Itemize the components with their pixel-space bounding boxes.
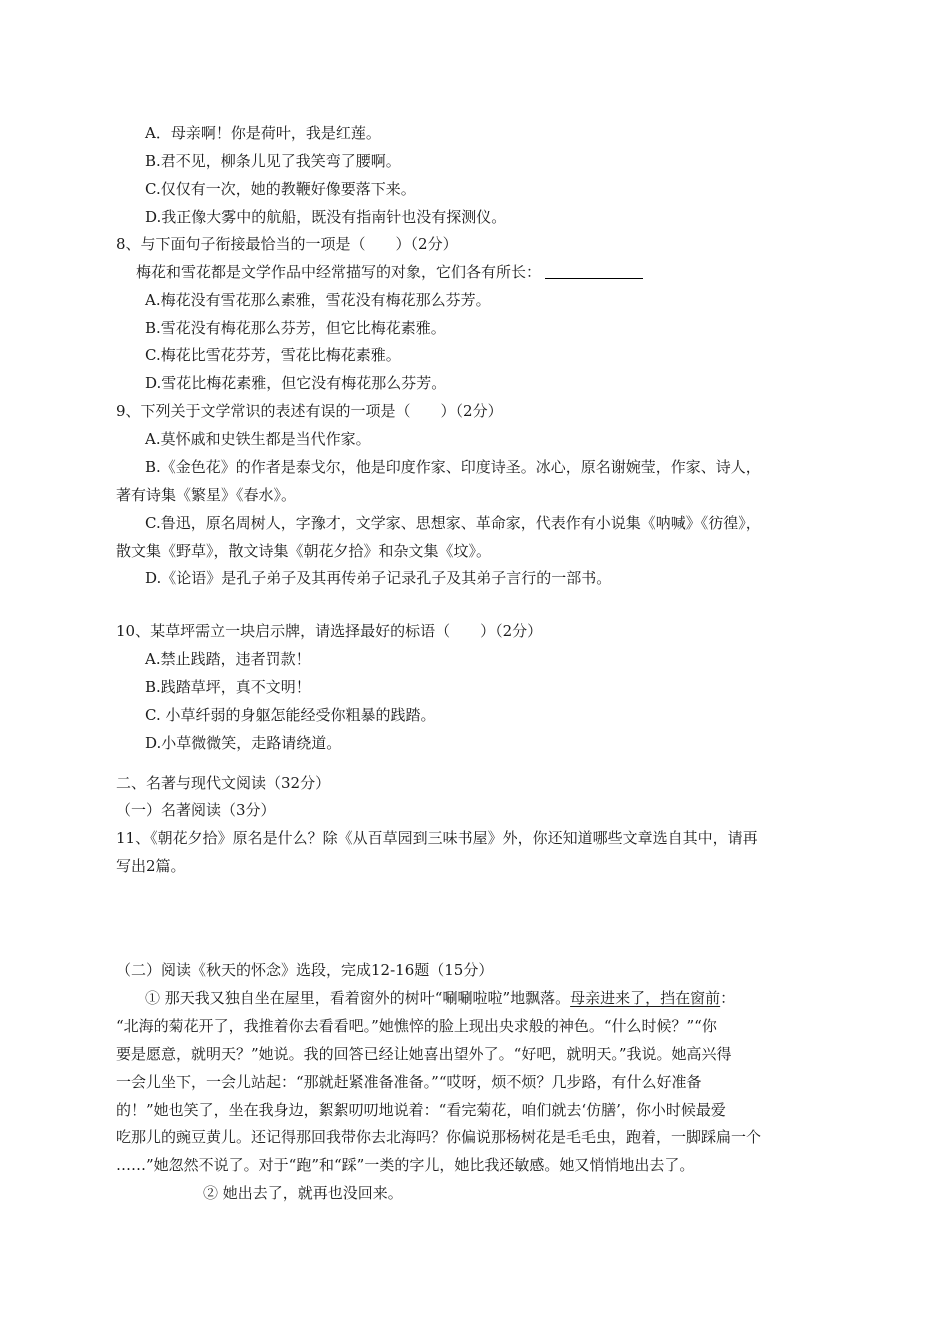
- q9-option-b-line1: B.《金色花》的作者是泰戈尔，他是印度作家、印度诗圣。冰心，原名谢婉莹，作家、诗人，: [145, 458, 761, 476]
- passage-p1-start: ① 那天我又独自坐在屋里，看着窗外的树叶“唰唰啦啦”地飘落。: [145, 989, 571, 1007]
- q11-line1: 11、《朝花夕拾》原名是什么？除《从百草园到三味书屋》外，你还知道哪些文章选自其中，请再: [116, 829, 758, 847]
- passage-p1-end: ：: [720, 989, 736, 1007]
- q10-option-d: D.小草微微笑，走路请绕道。: [145, 734, 342, 752]
- q8-prompt-text: 梅花和雪花都是文学作品中经常描写的对象，它们各有所长：: [136, 263, 542, 281]
- q11-line2: 写出2篇。: [116, 857, 186, 875]
- q10-option-a: A.禁止践踏，违者罚款！: [145, 650, 311, 668]
- passage-line: 吃那儿的豌豆黄儿。还记得那回我带你去北海吗？你偏说那杨树花是毛毛虫，跑着，一脚踩扁一个: [116, 1128, 762, 1146]
- passage-line: “北海的菊花开了，我推着你去看看吧。”她憔悴的脸上现出央求般的神色。“什么时候？”“你: [116, 1017, 717, 1035]
- answer-blank: [545, 264, 643, 279]
- q9-option-a: A.莫怀戚和史铁生都是当代作家。: [145, 430, 371, 448]
- q7-option-d: D.我正像大雾中的航船，既没有指南针也没有探测仪。: [145, 208, 507, 226]
- passage-line: 要是愿意，就明天？”她说。我的回答已经让她喜出望外了。“好吧，就明天。”我说。她高兴得: [116, 1045, 732, 1063]
- q10-option-c: C. 小草纤弱的身躯怎能经受你粗暴的践踏。: [145, 706, 436, 724]
- q10-stem: 10、某草坪需立一块启示牌，请选择最好的标语（ ）（2分）: [116, 622, 543, 640]
- q7-option-b: B.君不见，柳条儿见了我笑弯了腰啊。: [145, 152, 401, 170]
- q8-stem: 8、与下面句子衔接最恰当的一项是（ ）（2分）: [116, 235, 458, 253]
- q9-option-c-line1: C.鲁迅，原名周树人，字豫才，文学家、思想家、革命家，代表作有小说集《呐喊》《彷徨》，: [145, 514, 761, 532]
- q8-option-d: D.雪花比梅花素雅，但它没有梅花那么芬芳。: [145, 374, 447, 392]
- q10-option-b: B.践踏草坪，真不文明！: [145, 678, 311, 696]
- q7-option-c: C.仅仅有一次，她的教鞭好像要落下来。: [145, 180, 416, 198]
- passage-paragraph1-line1: [145, 988, 735, 1008]
- passage-line: ……”她忽然不说了。对于“跑”和“踩”一类的字儿，她比我还敏感。她又悄悄地出去了。: [116, 1156, 695, 1174]
- q8-option-a: A.梅花没有雪花那么素雅，雪花没有梅花那么芬芳。: [145, 291, 491, 309]
- section2-part2-title: （二）阅读《秋天的怀念》选段，完成12-16题（15分）: [116, 961, 494, 979]
- passage-underlined-sentence: 母亲进来了，挡在窗前: [570, 989, 721, 1007]
- section2-title: 二、名著与现代文阅读（32分）: [116, 774, 331, 792]
- passage-line: 一会儿坐下，一会儿站起：“那就赶紧准备准备。”“哎呀，烦不烦？几步路，有什么好准备: [116, 1073, 702, 1091]
- q8-option-c: C.梅花比雪花芬芳，雪花比梅花素雅。: [145, 346, 401, 364]
- passage-paragraph2: ② 她出去了，就再也没回来。: [203, 1184, 403, 1202]
- q9-option-b-line2: 著有诗集《繁星》《春水》。: [116, 486, 297, 504]
- q8-option-b: B.雪花没有梅花那么芬芳，但它比梅花素雅。: [145, 319, 446, 337]
- section2-part1-title: （一）名著阅读（3分）: [116, 801, 276, 819]
- q9-option-d: D.《论语》是孔子弟子及其再传弟子记录孔子及其弟子言行的一部书。: [145, 569, 612, 587]
- passage-line: 的！”她也笑了，坐在我身边，絮絮叨叨地说着：“看完菊花，咱们就去‘仿膳’，你小时候最爱: [116, 1101, 726, 1119]
- q9-stem: 9、下列关于文学常识的表述有误的一项是（ ）（2分）: [116, 402, 503, 420]
- q7-option-a: A．母亲啊！你是荷叶，我是红莲。: [145, 124, 381, 142]
- q9-option-c-line2: 散文集《野草》，散文诗集《朝花夕拾》和杂文集《坟》。: [116, 542, 492, 560]
- q8-prompt: [136, 262, 643, 282]
